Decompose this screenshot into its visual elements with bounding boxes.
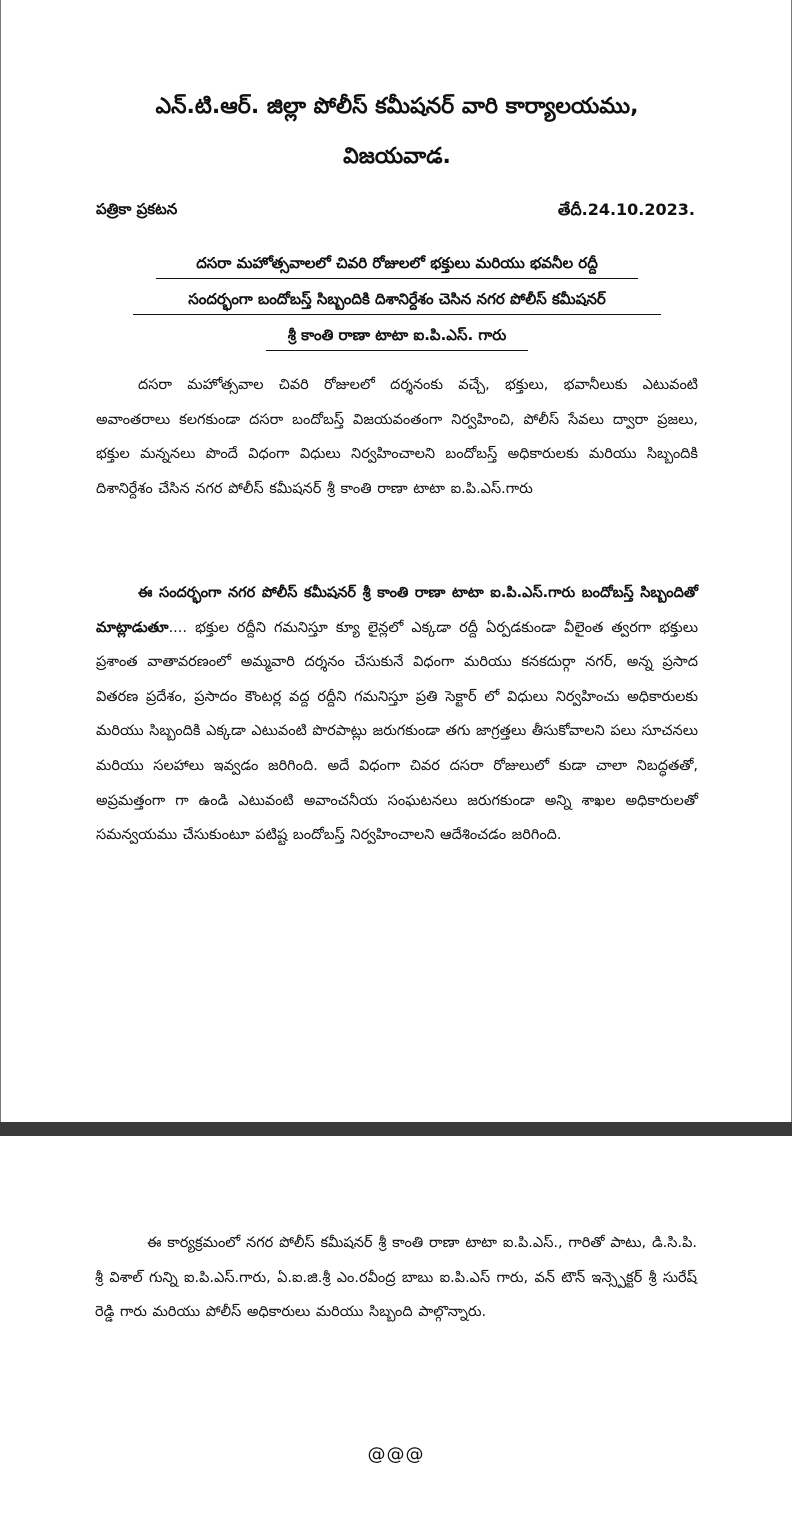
office-city: విజయవాడ.: [343, 144, 451, 169]
document-page-2: [0, 1136, 792, 1536]
paragraph-2-lead: ఈ సందర్భంగా నగర పోలీస్ కమీషనర్ శ్రీ కాంతి రాణా టాటా ఐ.పి.ఎస్.గారు బందోబస్త్ సిబ్బందితో మాట్లాడుతూ: [96, 585, 698, 636]
office-title: ఎన్.టి.ఆర్. జిల్లా పోలీస్ కమీషనర్ వారి కార్యాలయము,: [155, 94, 639, 119]
end-mark: @@@: [367, 1444, 425, 1465]
press-release-label: పత్రికా ప్రకటన: [96, 200, 178, 218]
body-paragraph-3: ఈ కార్యక్రమంలో నగర పోలీస్ కమీషనర్ శ్రీ కాంతి రాణా టాటా ఐ.పి.ఎస్., గారితో పాటు, డి.సి.పి. శ్రీ విశాల్ గున్ని ఐ.పి.ఎస్.గారు, ఏ.ఐ.జి.శ్రీ ఎం.రవీంద్ర బాబు ఐ.పి.ఎస్ గారు, వన్ టౌన్ ఇన్స్పెక్టర్ శ్రీ సురేష్ రెడ్డి గారు మరియు పోలీస్ అధికారులు మరియు సిబ్బంది పాల్గొన్నారు.: [95, 1235, 697, 1321]
page-separator: [0, 1122, 792, 1136]
release-date: తేదీ.24.10.2023.: [557, 200, 695, 219]
subject-line-1: దసరా మహోత్సవాలలో చివరి రోజులలో భక్తులు మరియు భవనీల రద్దీ: [156, 252, 638, 279]
body-paragraph-2: [96, 576, 698, 853]
subject-line-2: సందర్భంగా బందోబస్త్ సిబ్బందికి దిశానిర్దేశం చెసిన నగర పోలీస్ కమీషనర్: [133, 288, 661, 315]
subject-line-3: శ్రీ కాంతి రాణా టాటా ఐ.పి.ఎస్. గారు: [266, 324, 528, 351]
paragraph-2-text: .... భక్తుల రద్దీని గమనిస్తూ క్యూ లైన్లలో ఎక్కడా రద్దీ ఏర్పడకుండా వీలైంత త్వరగా భక్తులు ప్రశాంత వాతావరణంలో అమ్మవారి దర్శనం చేసుకునే విధంగా మరియు కనకదుర్గా నగర్, అన్న ప్రసాద వితరణ ప్రదేశం, ప్రసాదం కౌంటర్ల వద్ద రద్దీని గమనిస్తూ ప్రతి సెక్టార్ లో విధులు నిర్వహించు అధికారులకు మరియు సిబ్బందికి ఎక్కడా ఎటువంటి పొరపాట్లు జరుగకుండా తగు జాగ్రత్తలు తీసుకోవాలని పలు సూచనలు మరియు సలహాలు ఇవ్వడం జరిగింది. అదే విధంగా చివర దసరా రోజులులో కుడా చాలా నిబద్ధతతో, అప్రమత్తంగా గా ఉండి ఎటువంటి అవాంచనీయ సంఘటనలు జరుగకుండా అన్ని శాఖల అధికారులతో సమన్వయము చేసుకుంటూ పటిష్ట బందోబస్త్ నిర్వహించాలని ఆదేశించడం జరిగింది.: [96, 619, 698, 844]
body-paragraph-1: దసరా మహోత్సవాల చివరి రోజులలో దర్శనంకు వచ్చే, భక్తులు, భవానీలుకు ఎటువంటి అవాంతరాలు కలగకుండా దసరా బందోబస్త్ విజయవంతంగా నిర్వహించి, పోలీస్ సేవలు ద్వారా ప్రజలు, భక్తుల మన్ననలు పొందే విధంగా విధులు నిర్వహించాలని బందోబస్త్ అధికారులకు మరియు సిబ్బందికి దిశానిర్దేశం చేసిన నగర పోలీస్ కమీషనర్ శ్రీ కాంతి రాణా టాటా ఐ.పి.ఎస్.గారు: [96, 377, 698, 497]
